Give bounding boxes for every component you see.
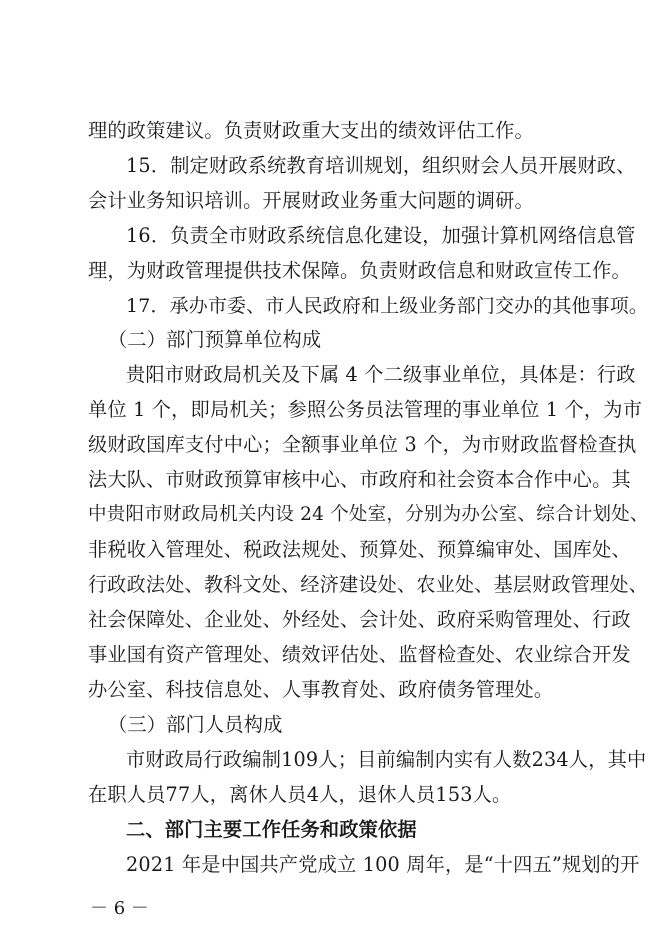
page-number: － 6 － <box>90 898 149 919</box>
text-line: 16．负责全市财政系统信息化建设，加强计算机网络信息管 <box>126 224 636 247</box>
text-line: 级财政国库支付中心；全额事业单位 3 个，为市财政监督检查执 <box>88 433 637 456</box>
text-line: 2021 年是中国共产党成立 100 周年，是“十四五”规划的开 <box>126 853 640 876</box>
text-line: 会计业务知识培训。开展财政业务重大问题的调研。 <box>88 189 534 212</box>
text-line: 在职人员77人，离休人员4人，退休人员153人。 <box>88 783 512 806</box>
section-subheading: （二）部门预算单位构成 <box>108 328 322 351</box>
text-line: 理的政策建议。负责财政重大支出的绩效评估工作。 <box>88 119 534 142</box>
text-line: 理，为财政管理提供技术保障。负责财政信息和财政宣传工作。 <box>88 259 631 282</box>
section-heading: 二、部门主要工作任务和政策依据 <box>126 818 417 841</box>
text-line: 非税收入管理处、税政法规处、预算处、预算编审处、国库处、 <box>88 538 631 561</box>
text-line: 15．制定财政系统教育培训规划，组织财会人员开展财政、 <box>126 154 636 177</box>
text-line: 社会保障处、企业处、外经处、会计处、政府采购管理处、行政 <box>88 608 631 631</box>
text-line: 贵阳市财政局机关及下属 4 个二级事业单位，具体是：行政 <box>126 363 636 386</box>
text-line: 中贵阳市财政局机关内设 24 个处室，分别为办公室、综合计划处、 <box>88 504 649 525</box>
text-line: 办公室、科技信息处、人事教育处、政府债务管理处。 <box>88 678 554 701</box>
text-line: 法大队、市财政预算审核中心、市政府和社会资本合作中心。其 <box>88 468 631 491</box>
text-line: 行政政法处、教科文处、经济建设处、农业处、基层财政管理处、 <box>88 573 648 596</box>
section-subheading: （三）部门人员构成 <box>108 713 283 736</box>
text-line: 事业国有资产管理处、绩效评估处、监督检查处、农业综合开发 <box>88 643 631 666</box>
text-line: 单位 1 个，即局机关；参照公务员法管理的事业单位 1 个，为市 <box>88 398 643 421</box>
text-line: 市财政局行政编制109人；目前编制内实有人数234人，其中 <box>126 748 647 771</box>
text-line: 17．承办市委、市人民政府和上级业务部门交办的其他事项。 <box>126 295 649 317</box>
